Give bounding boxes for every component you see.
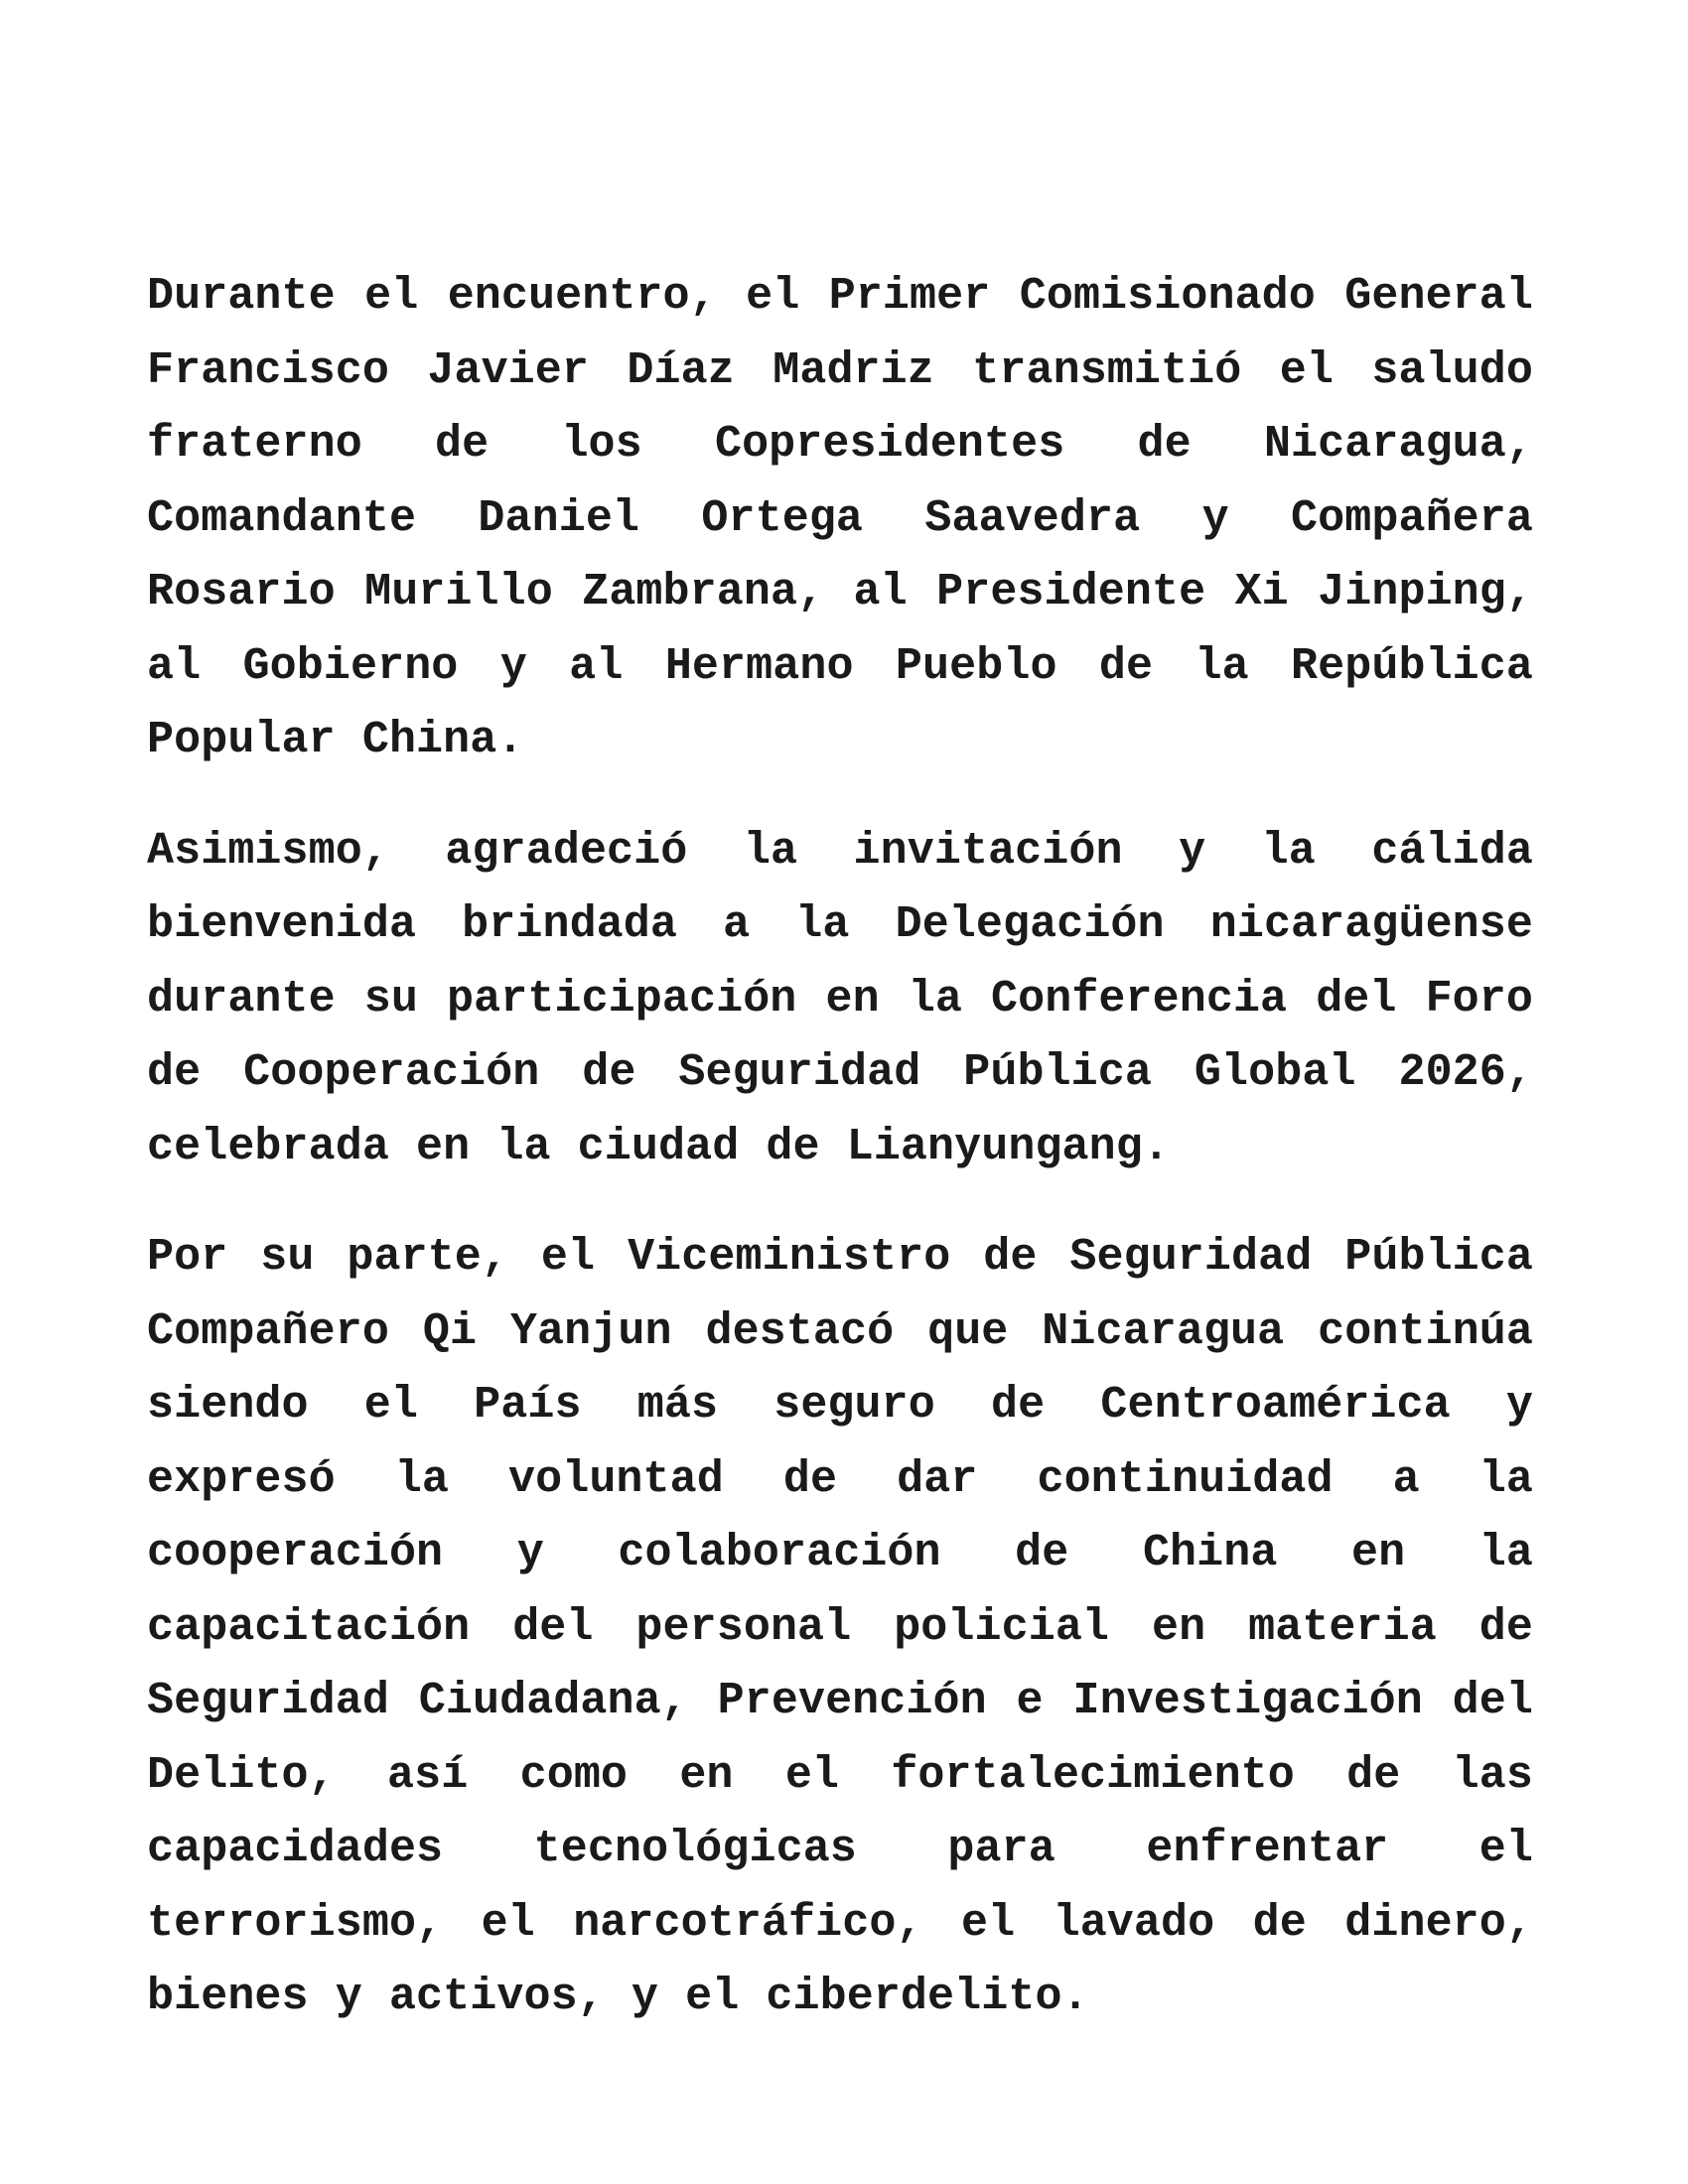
document-body bbox=[147, 260, 1533, 2035]
paragraph-greeting: Durante el encuentro, el Primer Comisionado General Francisco Javier Díaz Madriz transmitió el saludo fraterno de los Copresidentes de Nicaragua, Comandante Daniel Ortega Saavedra y Compañera Rosario Murillo Zambrana, al Presidente Xi Jinping, al Gobierno y al Hermano Pueblo de la República Popular China. bbox=[147, 271, 1533, 765]
paragraph-gratitude: Asimismo, agradeció la invitación y la cálida bienvenida brindada a la Delegación nicaragüense durante su participación en la Conferencia del Foro de Cooperación de Seguridad Pública Global 2026, celebrada en la ciudad de Lianyungang. bbox=[147, 825, 1533, 1172]
paragraph-cooperation: Por su parte, el Viceministro de Seguridad Pública Compañero Qi Yanjun destacó que Nicaragua continúa siendo el País más seguro de Centroamérica y expresó la voluntad de dar continuidad a la cooperación y colaboración de China en la capacitación del personal policial en materia de Seguridad Ciudadana, Prevención e Investigación del Delito, así como en el fortalecimiento de las capacidades tecnológicas para enfrentar el terrorismo, el narcotráfico, el lavado de dinero, bienes y activos, y el ciberdelito. bbox=[147, 1232, 1533, 2022]
